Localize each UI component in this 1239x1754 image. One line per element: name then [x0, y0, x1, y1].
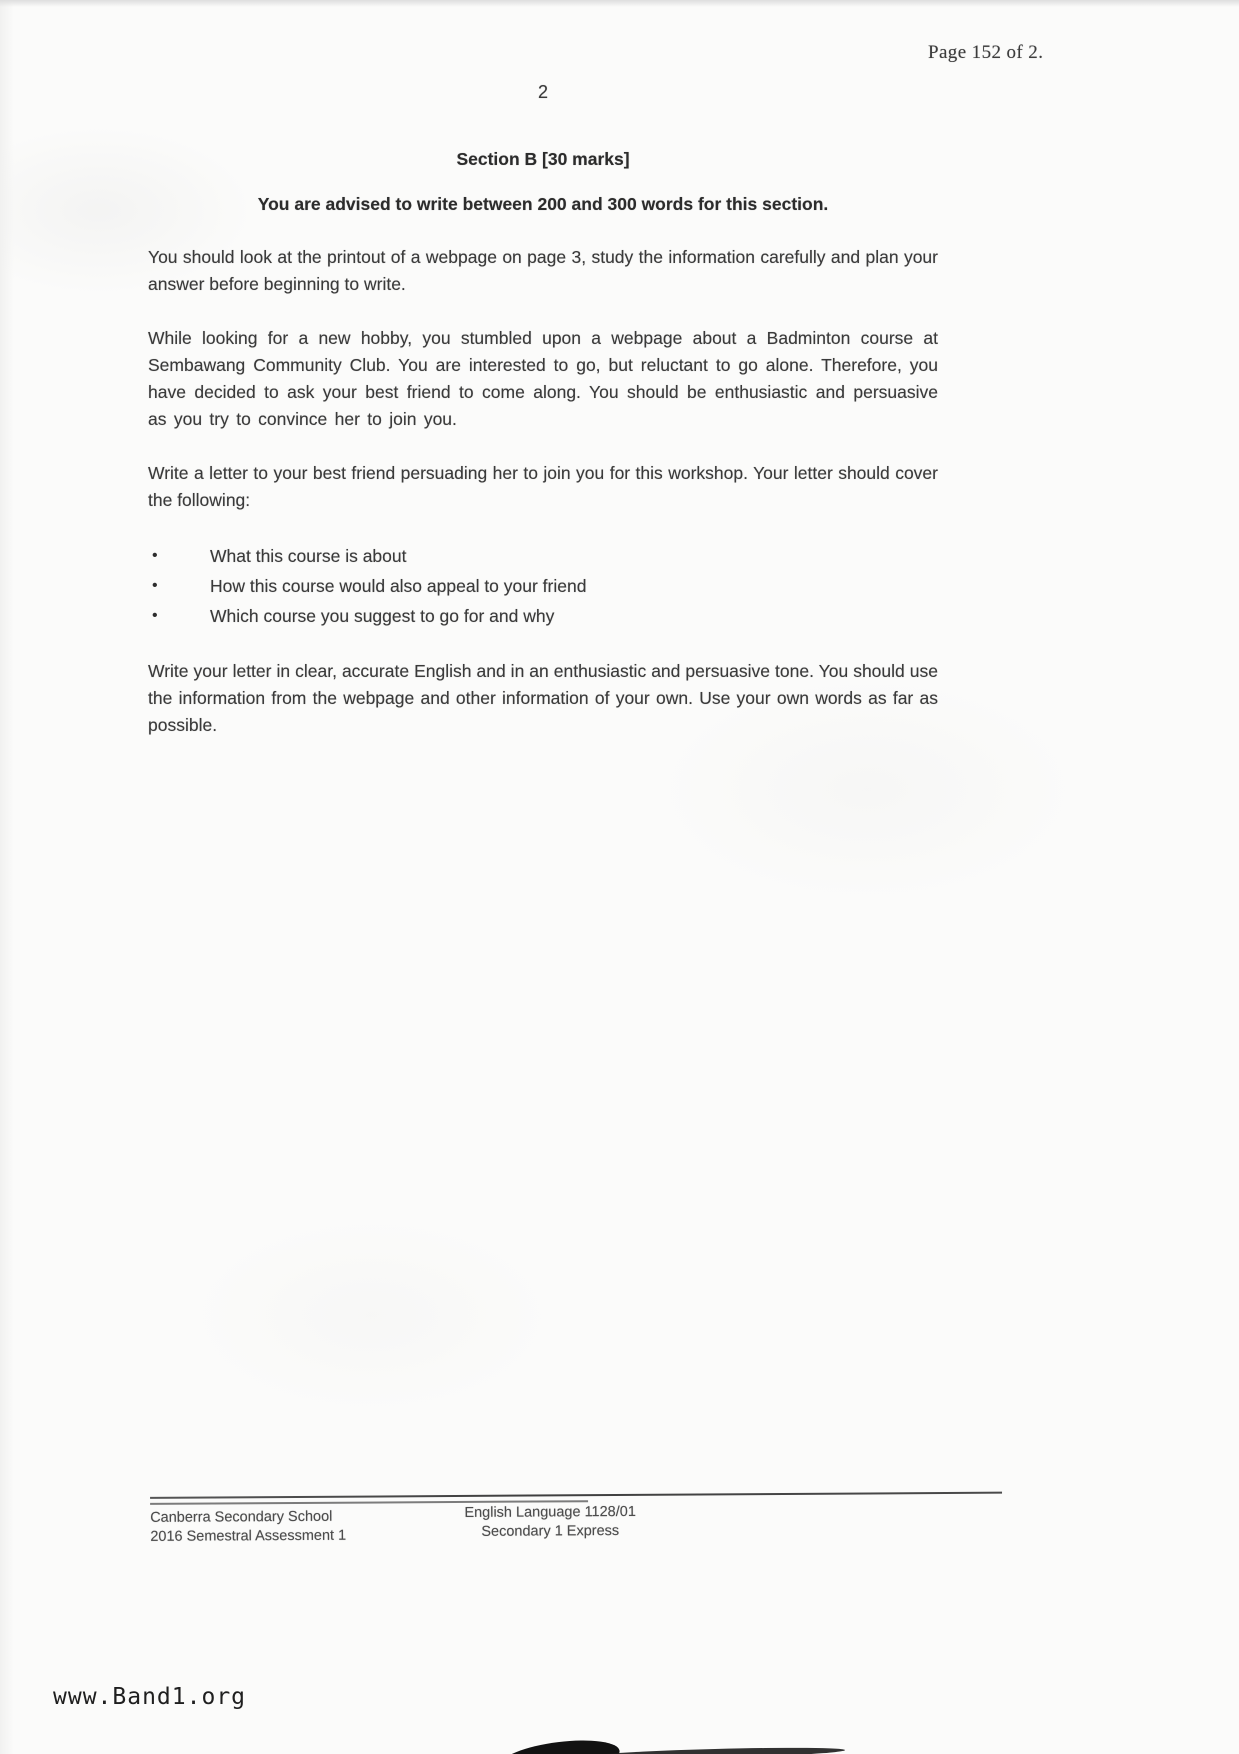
instruction-paragraph-1: You should look at the printout of a webpage on page 3, study the information carefully and plan your answer before beginning to write.: [148, 247, 938, 294]
footer-assessment: 2016 Semestral Assessment 1: [150, 1527, 347, 1545]
list-item: [148, 571, 938, 601]
footer-level: Secondary 1 Express: [481, 1523, 620, 1540]
watermark-url: www.Band1.org: [53, 1684, 247, 1710]
word-count-advisory: You are advised to write between 200 and 300 words for this section.: [257, 194, 829, 214]
page-number: 2: [537, 82, 548, 102]
footer-subject-block: [420, 1503, 680, 1543]
page-header-label: Page 152 of 2.: [928, 42, 1044, 63]
list-item: [148, 601, 938, 631]
task-bullet-list: [148, 541, 938, 631]
list-item: [148, 541, 938, 571]
bullet-icon: •: [152, 577, 158, 594]
scenario-paragraph: While looking for a new hobby, you stumbled upon a webpage about a Badminton course at Sembawang Community Club. You are interested to go, but reluctant to go alone. Therefore, you have decided to ask your best friend to come along. You should be enthusiastic and persuasive as you try to convince her to join you.: [148, 328, 938, 429]
bullet-text: What this course is about: [210, 546, 407, 566]
task-paragraph: Write a letter to your best friend persuading her to join you for this workshop. Your letter should cover the following:: [148, 463, 938, 510]
bullet-text: Which course you suggest to go for and why: [210, 606, 555, 626]
footer-divider: [150, 1492, 1002, 1499]
scan-logo-artifact-tail: [585, 1746, 845, 1754]
bullet-text: How this course would also appeal to your friend: [210, 576, 587, 596]
closing-paragraph: Write your letter in clear, accurate English and in an enthusiastic and persuasive tone. You should use the information from the webpage and other information of your own. Use your own words as far as possible.: [148, 661, 938, 735]
footer-school-name: Canberra Secondary School: [150, 1508, 333, 1526]
page-footer: [0, 1484, 1239, 1545]
bullet-icon: •: [152, 607, 158, 624]
section-title: Section B [30 marks]: [456, 149, 630, 169]
bullet-icon: •: [152, 547, 158, 564]
exam-body: [148, 146, 938, 766]
scan-logo-artifact: [498, 1735, 621, 1754]
footer-subject: English Language 1128/01: [464, 1503, 636, 1521]
